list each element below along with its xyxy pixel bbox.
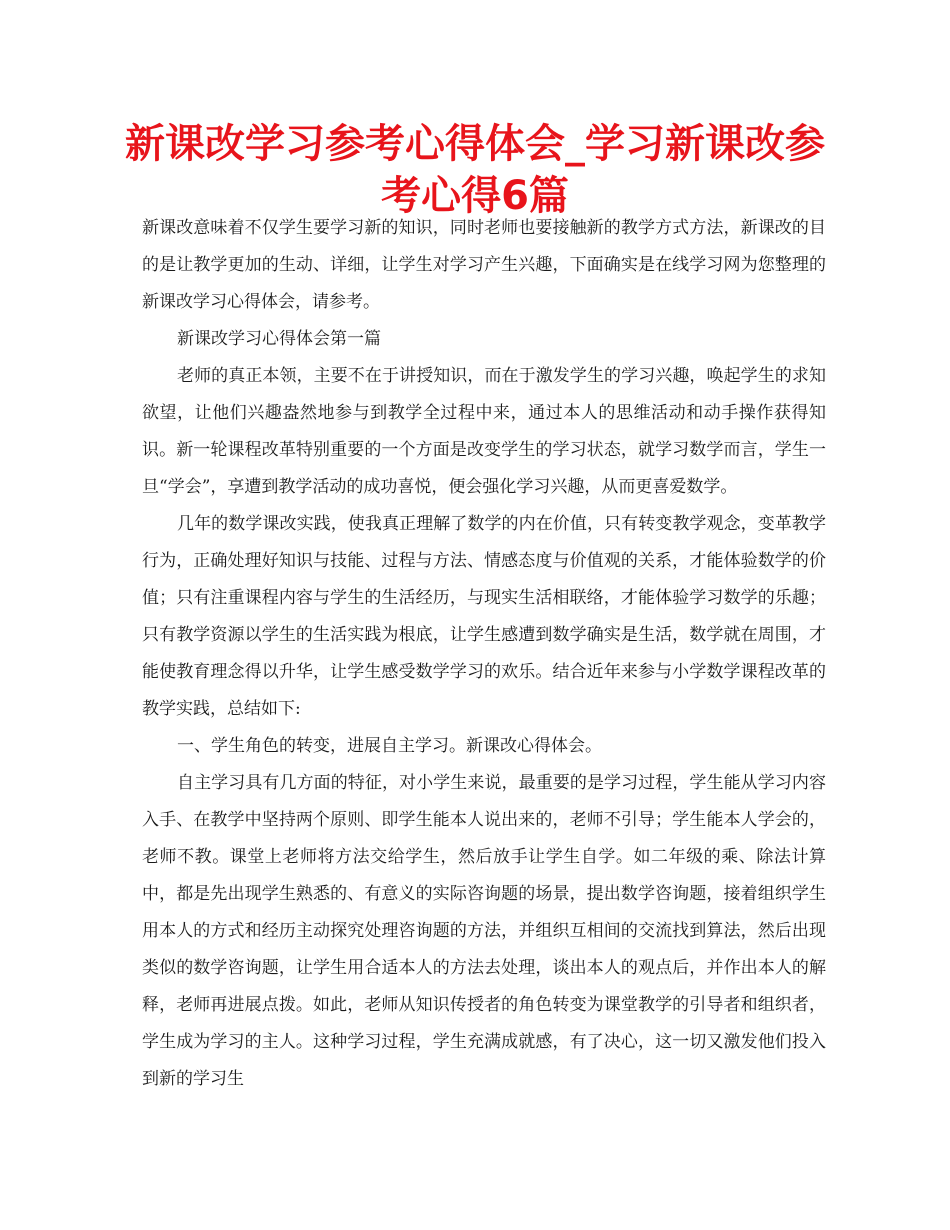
document-title: 新课改学习参考心得体会_学习新课改参考心得6篇	[125, 121, 825, 219]
document-body	[142, 210, 826, 1098]
paragraph: 几年的数学课改实践，使我真正理解了数学的内在价值，只有转变教学观念，变革教学行为，正确处理好知识与技能、过程与方法、情感态度与价值观的关系，才能体验数学的价值；只有注重课程内容与学生的生活经历，与现实生活相联络，才能体验学习数学的乐趣；只有教学资源以学生的生活实践为根底，让学生感遭到数学确实是生活，数学就在周围，才能使教育理念得以升华，让学生感受数学学习的欢乐。结合近年来参与小学数学课程改革的教学实践，总结如下:	[142, 514, 826, 719]
paragraph: 老师的真正本领，主要不在于讲授知识，而在于激发学生的学习兴趣，唤起学生的求知欲望，让他们兴趣盎然地参与到教学全过程中来，通过本人的思维活动和动手操作获得知识。新一轮课程改革特别重要的一个方面是改变学生的学习状态，就学习数学而言，学生一旦“学会”，享遭到教学活动的成功喜悦，便会强化学习兴趣，从而更喜爱数学。	[142, 366, 826, 497]
section-heading-one: 一、学生角色的转变，进展自主学习。新课改心得体会。	[177, 736, 602, 756]
paragraph-intro: 新课改意味着不仅学生要学习新的知识，同时老师也要接触新的教学方式方法，新课改的目的是让教学更加的生动、详细，让学生对学习产生兴趣，下面确实是在线学习网为您整理的新课改学习心得体会，请参考。	[142, 218, 826, 312]
paragraph: 自主学习具有几方面的特征，对小学生来说，最重要的是学习过程，学生能从学习内容入手、在教学中坚持两个原则、即学生能本人说出来的，老师不引导；学生能本人学会的，老师不教。课堂上老师将方法交给学生，然后放手让学生自学。如二年级的乘、除法计算中，都是先出现学生熟悉的、有意义的实际咨询题的场景，提出数学咨询题，接着组织学生用本人的方式和经历主动探究处理咨询题的方法，并组织互相间的交流找到算法，然后出现类似的数学咨询题，让学生用合适本人的方法去处理，谈出本人的观点后，并作出本人的解释，老师再进展点拨。如此，老师从知识传授者的角色转变为课堂教学的引导者和组织者，学生成为学习的主人。这种学习过程，学生充满成就感，有了决心，这一切又激发他们投入到新的学习生	[142, 773, 826, 1089]
section-heading-first: 新课改学习心得体会第一篇	[177, 329, 381, 349]
